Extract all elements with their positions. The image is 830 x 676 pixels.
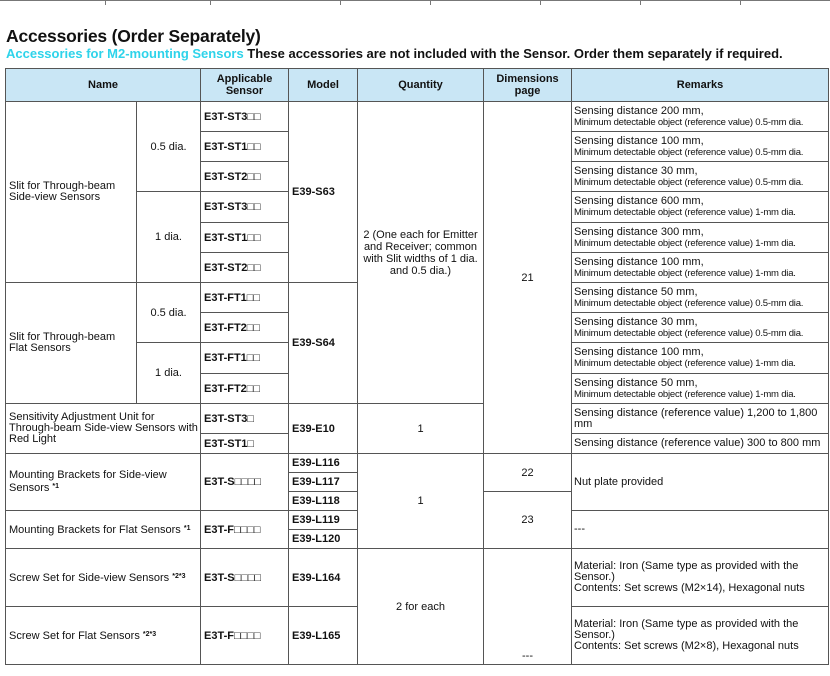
remark-detail: Minimum detectable object (reference value) 1-mm dia. [574, 358, 796, 369]
remarks-cell [572, 223, 829, 253]
header-name: Name [6, 69, 201, 102]
header-model: Model [289, 69, 358, 102]
slit-width-cell: 0.5 dia. [137, 283, 201, 343]
quantity-cell: 2 (One each for Emitter and Receiver; common with Slit widths of 1 dia. and 0.5 dia.) [358, 102, 484, 404]
applicable-sensor-cell: E3T-S□□□□ [201, 454, 289, 511]
applicable-sensor-cell: E3T-ST3□□ [201, 102, 289, 132]
applicable-sensor-cell: E3T-ST1□ [201, 434, 289, 454]
remark-detail: Minimum detectable object (reference value) 0.5-mm dia. [574, 327, 804, 339]
remark-line: Sensing distance 100 mm, [574, 134, 704, 147]
name-text: Mounting Brackets for Side-view Sensors [9, 469, 167, 494]
slit-width-cell: 1 dia. [137, 343, 201, 404]
applicable-sensor-cell: E3T-ST3□□ [201, 192, 289, 223]
top-rule-tick [105, 0, 106, 5]
remarks-cell [572, 283, 829, 313]
applicable-sensor-cell: E3T-ST1□□ [201, 223, 289, 253]
remark-line: Sensing distance 30 mm, [574, 164, 698, 177]
applicable-sensor-cell: E3T-ST1□□ [201, 132, 289, 162]
remark-detail: Minimum detectable object (reference value) 0.5-mm dia. [574, 297, 804, 309]
name-text: Screw Set for Side-view Sensors [9, 572, 170, 584]
remarks-cell [572, 253, 829, 283]
name-cell [6, 454, 201, 511]
remarks-cell: Sensing distance (reference value) 300 to 800 mm [572, 434, 829, 454]
footnote-marker: *2*3 [142, 631, 157, 638]
remark-line: Sensing distance 100 mm, [574, 346, 704, 358]
quantity-cell: 1 [358, 404, 484, 454]
remarks-cell: --- [572, 511, 829, 549]
remarks-cell [572, 162, 829, 192]
footnote-marker: *1 [52, 483, 60, 490]
remarks-cell [572, 607, 829, 665]
model-cell: E39-L120 [289, 530, 358, 549]
applicable-sensor-cell: E3T-FT1□□ [201, 283, 289, 313]
remarks-cell [572, 192, 829, 223]
applicable-sensor-cell: E3T-FT2□□ [201, 374, 289, 404]
remark-detail: Minimum detectable object (reference value) 0.5-mm dia. [574, 146, 804, 158]
dimensions-cell: 21 [484, 102, 572, 454]
name-cell: Slit for Through-beam Flat Sensors [6, 283, 137, 404]
applicable-sensor-cell: E3T-F□□□□ [201, 607, 289, 665]
subtitle-highlight: Accessories for M2-mounting Sensors [6, 46, 244, 61]
table-row [6, 454, 829, 473]
remarks-cell [572, 102, 829, 132]
remark-line: Sensing distance 200 mm, [574, 104, 704, 117]
applicable-sensor-cell: E3T-F□□□□ [201, 511, 289, 549]
remarks-cell: Nut plate provided [572, 454, 829, 511]
model-cell: E39-S63 [289, 102, 358, 283]
remark-detail: Minimum detectable object (reference value) 1-mm dia. [574, 388, 796, 400]
dimensions-cell: --- [484, 549, 572, 665]
top-rule-tick [640, 0, 641, 5]
subtitle-note: These accessories are not included with the Sensor. Order them separately if required. [243, 46, 783, 61]
table-header-row [6, 69, 829, 102]
dimensions-cell: 22 [484, 454, 572, 492]
table-row [6, 102, 829, 132]
footnote-marker: *1 [183, 525, 191, 532]
top-rule-tick [340, 0, 341, 5]
remark-detail: Minimum detectable object (reference value) 0.5-mm dia. [574, 176, 804, 188]
remark-line: Sensing distance 300 mm, [574, 225, 704, 238]
remark-line: Sensing distance 600 mm, [574, 195, 704, 207]
header-remarks: Remarks [572, 69, 829, 102]
slit-width-cell: 0.5 dia. [137, 102, 201, 192]
top-rule-tick [430, 0, 431, 5]
page-title: Accessories (Order Separately) [6, 26, 261, 46]
slit-width-cell: 1 dia. [137, 192, 201, 283]
accessories-table [5, 68, 829, 665]
top-rule [0, 0, 830, 1]
dimensions-cell: 23 [484, 492, 572, 549]
remark-line: Sensing distance 50 mm, [574, 285, 698, 298]
footnote-marker: *2*3 [172, 573, 186, 580]
model-cell: E39-E10 [289, 404, 358, 454]
remark-line: Sensing distance 100 mm, [574, 255, 704, 268]
remarks-cell [572, 374, 829, 404]
applicable-sensor-cell: E3T-FT1□□ [201, 343, 289, 374]
remarks-cell [572, 313, 829, 343]
remark-line: Contents: Set screws (M2×14), Hexagonal nuts [574, 582, 805, 594]
remark-line: Contents: Set screws (M2×8), Hexagonal nuts [574, 640, 799, 652]
applicable-sensor-cell: E3T-FT2□□ [201, 313, 289, 343]
top-rule-tick [540, 0, 541, 5]
remark-line: Material: Iron (Same type as provided with the Sensor.) [574, 560, 799, 583]
header-applicable-sensor: Applicable Sensor [201, 69, 289, 102]
remarks-cell: Sensing distance (reference value) 1,200 to 1,800 mm [572, 404, 829, 434]
remarks-cell [572, 343, 829, 374]
name-cell [6, 511, 201, 549]
model-cell: E39-L117 [289, 473, 358, 492]
remarks-cell [572, 132, 829, 162]
remarks-cell [572, 549, 829, 607]
remark-line: Sensing distance 30 mm, [574, 315, 698, 328]
name-cell: Slit for Through-beam Side-view Sensors [6, 102, 137, 283]
model-cell: E39-L118 [289, 492, 358, 511]
quantity-cell: 2 for each [358, 549, 484, 665]
remark-detail: Minimum detectable object (reference value) 1-mm dia. [574, 237, 796, 249]
page-subtitle [6, 46, 783, 61]
name-text: Screw Set for Flat Sensors [9, 630, 140, 642]
remark-detail: Minimum detectable object (reference value) 1-mm dia. [574, 267, 796, 279]
applicable-sensor-cell: E3T-ST2□□ [201, 253, 289, 283]
top-rule-tick [740, 0, 741, 5]
model-cell: E39-L116 [289, 454, 358, 473]
header-dimensions-page: Dimensions page [484, 69, 572, 102]
table-row [6, 404, 829, 434]
model-cell: E39-S64 [289, 283, 358, 404]
applicable-sensor-cell: E3T-ST3□ [201, 404, 289, 434]
model-cell: E39-L164 [289, 549, 358, 607]
name-cell [6, 549, 201, 607]
name-cell: Sensitivity Adjustment Unit for Through-beam Side-view Sensors with Red Light [6, 404, 201, 454]
applicable-sensor-cell: E3T-ST2□□ [201, 162, 289, 192]
remark-detail: Minimum detectable object (reference value) 0.5-mm dia. [574, 116, 804, 128]
name-text: Mounting Brackets for Flat Sensors [9, 524, 181, 536]
name-cell [6, 607, 201, 665]
table-row [6, 549, 829, 607]
top-rule-tick [210, 0, 211, 5]
model-cell: E39-L119 [289, 511, 358, 530]
remark-detail: Minimum detectable object (reference value) 1-mm dia. [574, 207, 796, 218]
header-quantity: Quantity [358, 69, 484, 102]
applicable-sensor-cell: E3T-S□□□□ [201, 549, 289, 607]
model-cell: E39-L165 [289, 607, 358, 665]
quantity-cell: 1 [358, 454, 484, 549]
remark-line: Sensing distance 50 mm, [574, 376, 698, 389]
remark-line: Material: Iron (Same type as provided with the Sensor.) [574, 618, 799, 641]
